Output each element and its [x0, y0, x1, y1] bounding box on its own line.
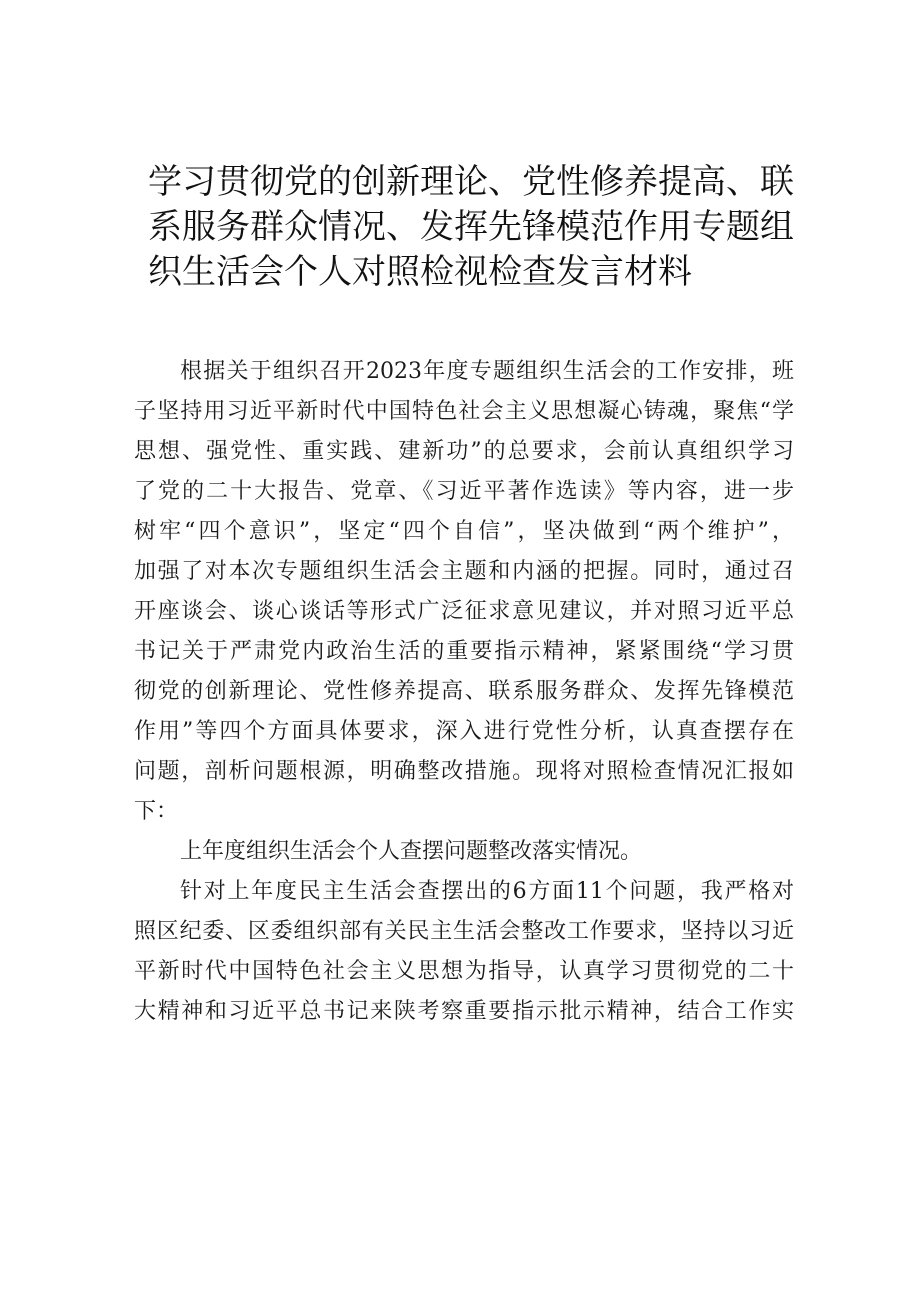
paragraph-line: 针对上年度民主生活会查摆出的6方面11个问题，我严格对: [180, 879, 794, 904]
title-line: 学习贯彻党的创新理论、党性修养提高、联: [148, 162, 794, 202]
paragraph-line: 根据关于组织召开2023年度专题组织生活会的工作安排，班: [180, 359, 794, 384]
title-line: 织生活会个人对照检视检查发言材料: [148, 252, 692, 292]
paragraph-line: 思想、强党性、重实践、建新功”的总要求，会前认真组织学习: [134, 439, 794, 464]
paragraph-line: 下：: [134, 799, 179, 824]
paragraph-line: 子坚持用习近平新时代中国特色社会主义思想凝心铸魂，聚焦“学: [134, 399, 794, 424]
paragraph-line: 加强了对本次专题组织生活会主题和内涵的把握。同时，通过召: [134, 559, 794, 584]
paragraph-line: 大精神和习近平总书记来陕考察重要指示批示精神，结合工作实: [134, 999, 794, 1024]
paragraph-line: 上年度组织生活会个人查摆问题整改落实情况。: [180, 839, 643, 864]
paragraph-line: 问题，剖析问题根源，明确整改措施。现将对照检查情况汇报如: [134, 759, 794, 784]
paragraph-line: 彻党的创新理论、党性修养提高、联系服务群众、发挥先锋模范: [134, 679, 794, 704]
paragraph-line: 书记关于严肃党内政治生活的重要指示精神，紧紧围绕“学习贯: [134, 639, 794, 664]
paragraph-line: 作用”等四个方面具体要求，深入进行党性分析，认真查摆存在: [134, 719, 794, 744]
paragraph-line: 了党的二十大报告、党章、《习近平著作选读》等内容，进一步: [134, 479, 794, 504]
paragraph-line: 照区纪委、区委组织部有关民主生活会整改工作要求，坚持以习近: [134, 919, 794, 944]
paragraph-line: 树牢“四个意识”，坚定“四个自信”，坚决做到“两个维护”，: [134, 519, 794, 544]
title-line: 系服务群众情况、发挥先锋模范作用专题组: [148, 207, 794, 247]
paragraph-line: 开座谈会、谈心谈话等形式广泛征求意见建议，并对照习近平总: [134, 599, 794, 624]
document-title: [148, 160, 798, 295]
document-body: [134, 352, 794, 1032]
paragraph-line: 平新时代中国特色社会主义思想为指导，认真学习贯彻党的二十: [134, 959, 794, 984]
